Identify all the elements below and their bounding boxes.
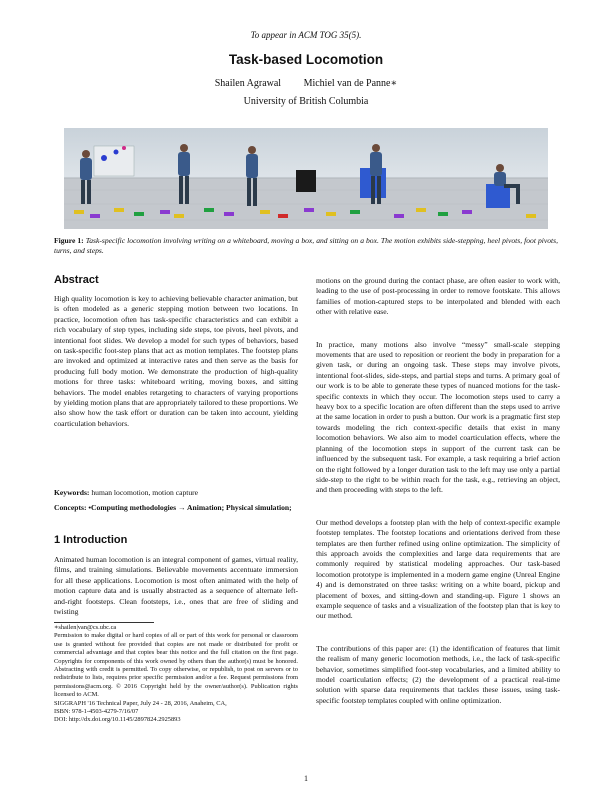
affiliation: University of British Columbia: [243, 96, 369, 107]
footnote-rule: [54, 622, 154, 623]
intro-text: [54, 555, 298, 617]
figure-caption-text: Task-specific locomotion involving writing on a whiteboard, moving a box, and sitting on a box. The motion exhibits side-stepping, heel pivots, foot pivots, turns, and steps.: [54, 236, 558, 255]
footnote: [54, 624, 298, 725]
footnote-email: ∗shailen|van@cs.ubc.ca: [54, 624, 117, 631]
paragraph: motions on the ground during the contact phase, are often easier to work with, leading to the use of post-processing in order to remove footskate. This allows families of motion-captured steps to be interpolated and blended with each other with relative ease.: [316, 276, 560, 317]
abstract-heading: Abstract: [54, 274, 99, 286]
teaser-figure: [64, 128, 548, 229]
paragraph: Our method develops a footstep plan with the help of context-specific example footstep templates. The footstep locations and orientations derived from these templates are then further refined using online optimization. The simplicity of this approach avoids the complexities and large data requirements that are commonly required by statistical modeling approaches. Our task-based locomotion prototype is implemented in a modern game engine (Unreal Engine 4) and is demonstrated on three tasks: writing on a white board, pickup and placement of boxes, and sitting-down and standing-up. Figure 1 shows an example sequence of tasks and a visualization of the footstep plan that is key to our method.: [316, 517, 560, 621]
publication-notice: To appear in ACM TOG 35(5).: [250, 30, 362, 40]
author-name: Michiel van de Panne∗: [303, 78, 398, 89]
keywords: [54, 488, 298, 498]
footnote-venue: SIGGRAPH '16 Technical Paper, July 24 - 28, 2016, Anaheim, CA,: [54, 699, 227, 707]
paper-title: Task-based Locomotion: [228, 52, 384, 67]
paragraph: The contributions of this paper are: (1) the identification of features that limit the realism of many generic locomotion methods, i.e., the lack of task-specific behavior, sometimes simplified foot-step vocabularies, and a limited ability to model coarticulation effects; (2) the development of a practical real-time solution with sparse data requirements that tackles these issues, using task-specific footstep templates coupled with online optimization.: [316, 643, 560, 705]
intro-paragraph: Animated human locomotion is an integral component of games, virtual reality, films, and training simulations. Believable movements accentuate immersion for all these applications. Locomotion is most often animated with the help of motion capture data and is usually abstracted as a sequence of alternate left-and-right footsteps. Clean footsteps, i.e., ones that are free of sliding and twisting: [54, 555, 298, 617]
paragraph: In practice, many motions also involve “messy” small-scale stepping movements that are used to reposition or reorient the body in preparation for a given task, or during an ongoing task. These steps may involve pivots, intentional foot-slides, side-steps, and partial steps and turns. A primary goal of our work is to be able to generate these types of nuanced motions for the task-specific contexts in which they occur. The locomotion steps used to carry a heavy box to a specific location are often different than the steps used to arrive at the same location in order to push a button. Our work is a pragmatic first step towards modeling the rich context-specific details that exist in many locomotion behaviors. We also aim to model coarticulation effects, where the planning of the locomotion steps in support of the current task can be influenced by the subsequent task. For example, a task requiring a brief action on the right followed by a longer duration task to the left may use only a partial side-step to the right to be within reach for the task, e.g., retrieving an object, and then proceeding with steps to the left.: [316, 339, 560, 495]
footnote-permission: Permission to make digital or hard copies of all or part of this work for personal or classroom use is granted without fee provided that copies are not made or distributed for profit or commercial advantage and that copies bear this notice and the full citation on the first page. Copyrights for components of this work owned by others than the author(s) must be honored. Abstracting with credit is permitted. To copy otherwise, or republish, to post on servers or to redistribute to lists, requires prior specific permission and/or a fee. Request permissions from permissions@acm.org. © 2016 Copyright held by the owner/author(s). Publication rights licensed to ACM.: [54, 632, 298, 699]
concepts-text: •Computing methodologies → Animation; Physical simulation;: [88, 503, 292, 512]
teaser-illustration: [64, 128, 548, 229]
keywords-label: Keywords:: [54, 488, 90, 497]
author-list: [0, 78, 612, 89]
ccs-concepts: [54, 503, 298, 513]
footnote-doi: DOI: http://dx.doi.org/10.1145/2897824.2925893: [54, 716, 181, 724]
author-name: Shailen Agrawal: [214, 78, 282, 89]
section-heading-introduction: 1 Introduction: [54, 534, 128, 546]
abstract-text: [54, 294, 298, 429]
footnote-isbn: ISBN: 978-1-4503-4279-7/16/07: [54, 708, 139, 716]
keywords-text: human locomotion, motion capture: [91, 488, 199, 497]
figure-caption: [54, 236, 558, 256]
figure-label: Figure 1:: [54, 236, 84, 245]
abstract-paragraph: High quality locomotion is key to achieving believable character animation, but is often modeled as a generic stepping motion between two locations. In practice, locomotion often has task-specific characteristics and can exhibit a rich vocabulary of step types, including side steps, toe pivots, heel pivots, and intentional foot slides. We develop a model for such types of behaviors, based on task-specific foot-step plans that act as motion templates. The footstep plans are invoked and optimized at interactive rates and then serve as the basis for producing full body motion. We demonstrate the production of high-quality motions for three tasks: whiteboard writing, moving boxes, and sitting behaviors. The model enables retargeting to characters of varying proportions by yielding motion plans that are appropriately tailored to these proportions. We also show how the task effort or duration can be taken into account, yielding coarticulation behaviors.: [54, 294, 298, 428]
right-column-text: [316, 276, 560, 706]
page-number: 1: [304, 774, 308, 783]
concepts-label: Concepts:: [54, 503, 87, 512]
